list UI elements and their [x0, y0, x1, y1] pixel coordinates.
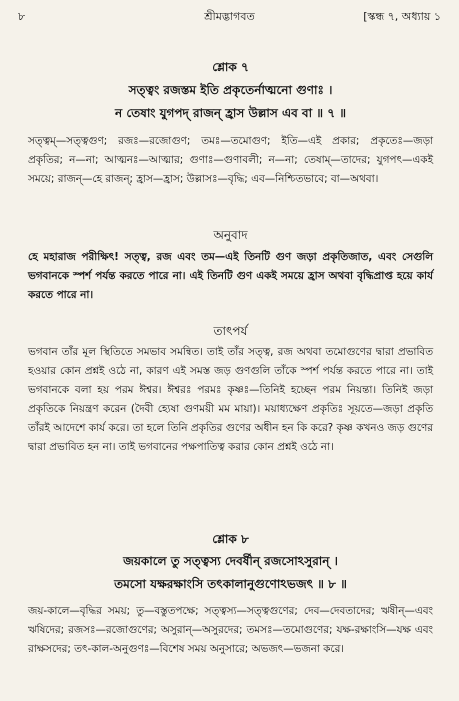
verse-7-heading: শ্লোক ৭	[212, 60, 249, 74]
verse-8-line-1: জয়কালে তু সত্ত্বস্য দেবর্ষীন্ রজসোঽসুরান্ ।	[123, 554, 338, 568]
verse-8-heading: শ্লোক ৮	[212, 532, 249, 546]
verse-7-purport: ভগবান তাঁর মূল স্থিতিতে সমভাব সমন্বিত। তাই তাঁর সত্ত্ব, রজ অথবা তমোগুণের দ্বারা প্রভাবিত হওয়ার কোন প্রশ্নই ওঠে না, কারণ এই সমস্ত জড় গুণগুলি তাঁকে স্পর্শ পর্যন্ত করতে পারে না। তাই ভগবানকে বলা হয় পরম ঈশ্বর। ঈশ্বরঃ পরমঃ কৃষ্ণঃ—তিনিই হচ্ছেন পরম নিয়ন্তা। তিনিই জড়া প্রকৃতিকে নিয়ন্ত্রণ করেন (দৈবী হ্যেষা গুণময়ী মম মায়া)। ময়াধ্যক্ষেণ প্রকৃতিঃ সূয়তে—জড়া প্রকৃতি তাঁরই আদেশে কার্য করে। তা হলে তিনি প্রকৃতির গুণের অধীন হন কি করে? কৃষ্ণ কখনও জড় গুণের দ্বারা প্রভাবিত হন না। তাই ভগবানের পক্ষপাতিত্ব করার কোন প্রশ্নই ওঠে না।	[28, 346, 433, 453]
verse-8-synonyms: জয়-কালে—বৃদ্ধির সময়; তু—বস্তুতপক্ষে; সত্ত্বস্য—সত্ত্বগুণের; দেব—দেবতাদের; ঋষীন্—এবং ঋষিদের; রজসঃ—রজোগুণের; অসুরান্—অসুরদের; তমসঃ—তমোগুণের; যক্ষ-রক্ষাংসি—যক্ষ এবং রাক্ষসদের; তৎ-কাল-অনুগুণঃ—বিশেষ সময় অনুসারে; অভজৎ—ভজনা করে।	[28, 605, 433, 655]
verse-7-translation: হে মহারাজ পরীক্ষিৎ! সত্ত্ব, রজ এবং তম—এই তিনটি গুণ জড়া প্রকৃতিজাত, এবং সেগুলি ভগবানকে স্পর্শ পর্যন্ত করতে পারে না। এই তিনটি গুণ একই সময়ে হ্রাস অথবা বৃদ্ধিপ্রাপ্ত হয়ে কার্য করতে পারে না।	[28, 251, 433, 301]
chapter-reference: [স্কন্ধ ৭, অধ্যায় ১	[363, 10, 441, 23]
page-number: ৮	[18, 10, 26, 23]
purport-heading: তাৎপর্য	[213, 324, 248, 338]
translation-heading: অনুবাদ	[213, 228, 248, 242]
verse-7-synonyms: সত্ত্বম্—সত্ত্বগুণ; রজঃ—রজোগুণ; তমঃ—তমোগুণ; ইতি—এই প্রকার; প্রকৃতেঃ—জড়া প্রকৃতির; ন—না; আত্মনঃ—আত্মার; গুণাঃ—গুণাবলী; ন—না; তেষাম্—তাদের; যুগপৎ—একই সময়ে; রাজন্—হে রাজন্; হ্রাস—হ্রাস; উল্লাসঃ—বৃদ্ধি; এব—নিশ্চিতভাবে; বা—অথবা।	[28, 135, 433, 185]
book-title: শ্রীমদ্ভাগবত	[204, 10, 255, 23]
page-header	[14, 8, 445, 26]
verse-7-line-2: ন তেষাং যুগপদ্ রাজন্ হ্রাস উল্লাস এব বা ॥ ৭ ॥	[114, 106, 347, 120]
verse-8-line-2: তমসো যক্ষরক্ষাংসি তৎকালানুগুণোঽভজৎ ॥ ৮ ॥	[114, 577, 347, 591]
verse-7-line-1: সত্ত্বং রজস্তম ইতি প্রকৃতের্নাত্মনো গুণাঃ ।	[128, 83, 333, 97]
